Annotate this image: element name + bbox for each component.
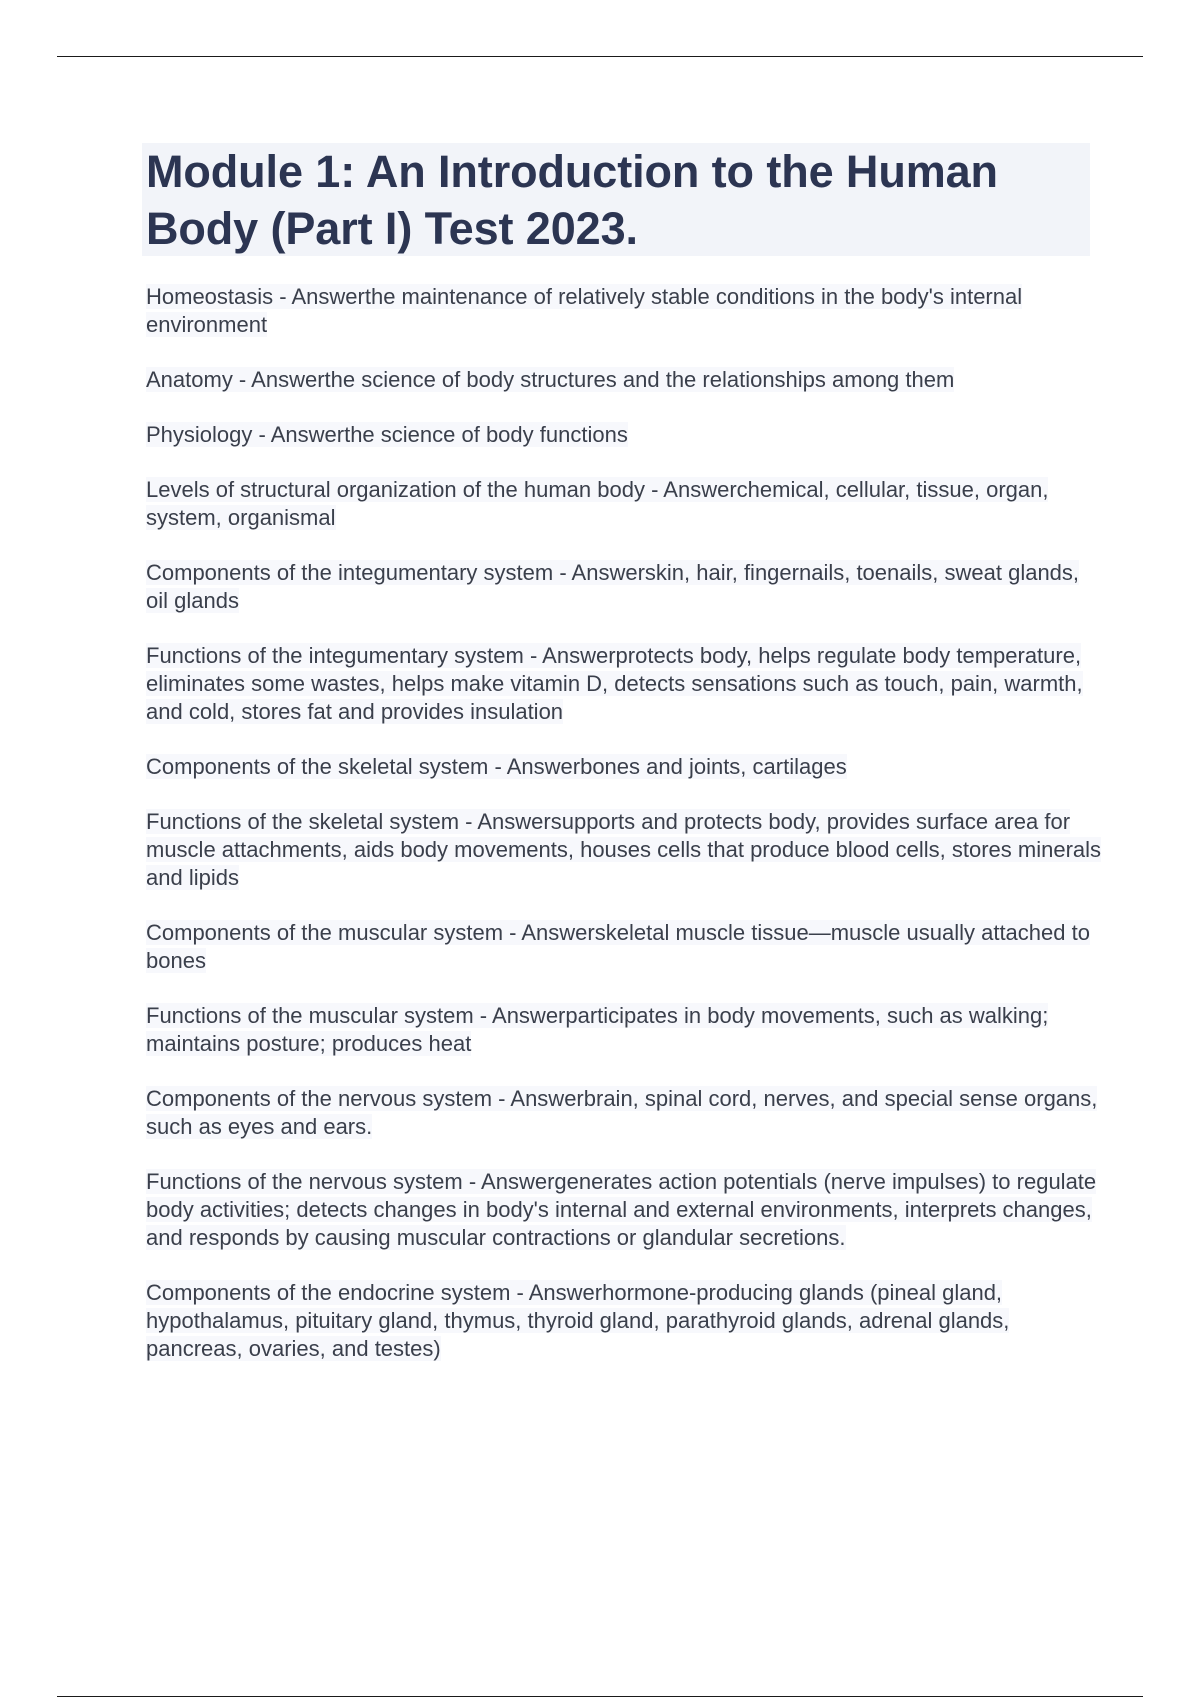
qa-entry-integumentary-components <box>146 559 1101 615</box>
qa-entry-text: Functions of the integumentary system - Answerprotects body, helps regulate body temperature, eliminates some wastes, helps make vitamin D, detects sensations such as touch, pain, warmth, and cold, stores fat and provides insulation <box>146 643 1083 724</box>
qa-entry-anatomy <box>146 366 1101 394</box>
qa-entry-text: Components of the endocrine system - Answerhormone-producing glands (pineal gland, hypothalamus, pituitary gland, thymus, thyroid gland, parathyroid glands, adrenal glands, pancreas, ovaries, and testes) <box>146 1280 1010 1361</box>
qa-list <box>146 283 1101 1390</box>
qa-entry-text: Components of the nervous system - Answerbrain, spinal cord, nerves, and special sense organs, such as eyes and ears. <box>146 1086 1098 1139</box>
qa-entry-text: Components of the integumentary system - Answerskin, hair, fingernails, toenails, sweat glands, oil glands <box>146 560 1080 613</box>
qa-entry-text: Functions of the muscular system - Answerparticipates in body movements, such as walking; maintains posture; produces heat <box>146 1003 1049 1056</box>
qa-entry-text: Components of the muscular system - Answerskeletal muscle tissue—muscle usually attached to bones <box>146 920 1090 973</box>
qa-entry-text: Homeostasis - Answerthe maintenance of relatively stable conditions in the body's internal environment <box>146 284 1023 337</box>
qa-entry-muscular-functions <box>146 1002 1101 1058</box>
document-title: Module 1: An Introduction to the Human Body (Part I) Test 2023. <box>146 146 998 254</box>
qa-entry-levels-of-organization <box>146 476 1101 532</box>
qa-entry-nervous-components <box>146 1085 1101 1141</box>
qa-entry-text: Anatomy - Answerthe science of body structures and the relationships among them <box>146 367 955 392</box>
qa-entry-endocrine-components <box>146 1279 1101 1363</box>
qa-entry-skeletal-functions <box>146 808 1101 892</box>
qa-entry-text: Functions of the skeletal system - Answersupports and protects body, provides surface area for muscle attachments, aids body movements, houses cells that produce blood cells, stores minerals and lipids <box>146 809 1102 890</box>
top-divider <box>57 56 1143 57</box>
qa-entry-text: Physiology - Answerthe science of body functions <box>146 422 628 447</box>
qa-entry-nervous-functions <box>146 1168 1101 1252</box>
qa-entry-homeostasis <box>146 283 1101 339</box>
qa-entry-text: Components of the skeletal system - Answerbones and joints, cartilages <box>146 754 847 779</box>
qa-entry-physiology <box>146 421 1101 449</box>
qa-entry-text: Levels of structural organization of the human body - Answerchemical, cellular, tissue, organ, system, organismal <box>146 477 1049 530</box>
qa-entry-integumentary-functions <box>146 642 1101 726</box>
qa-entry-muscular-components <box>146 919 1101 975</box>
bottom-divider <box>57 1696 1143 1697</box>
qa-entry-skeletal-components <box>146 753 1101 781</box>
qa-entry-text: Functions of the nervous system - Answergenerates action potentials (nerve impulses) to regulate body activities; detects changes in body's internal and external environments, interprets changes, and responds by causing muscular contractions or glandular secretions. <box>146 1169 1097 1250</box>
